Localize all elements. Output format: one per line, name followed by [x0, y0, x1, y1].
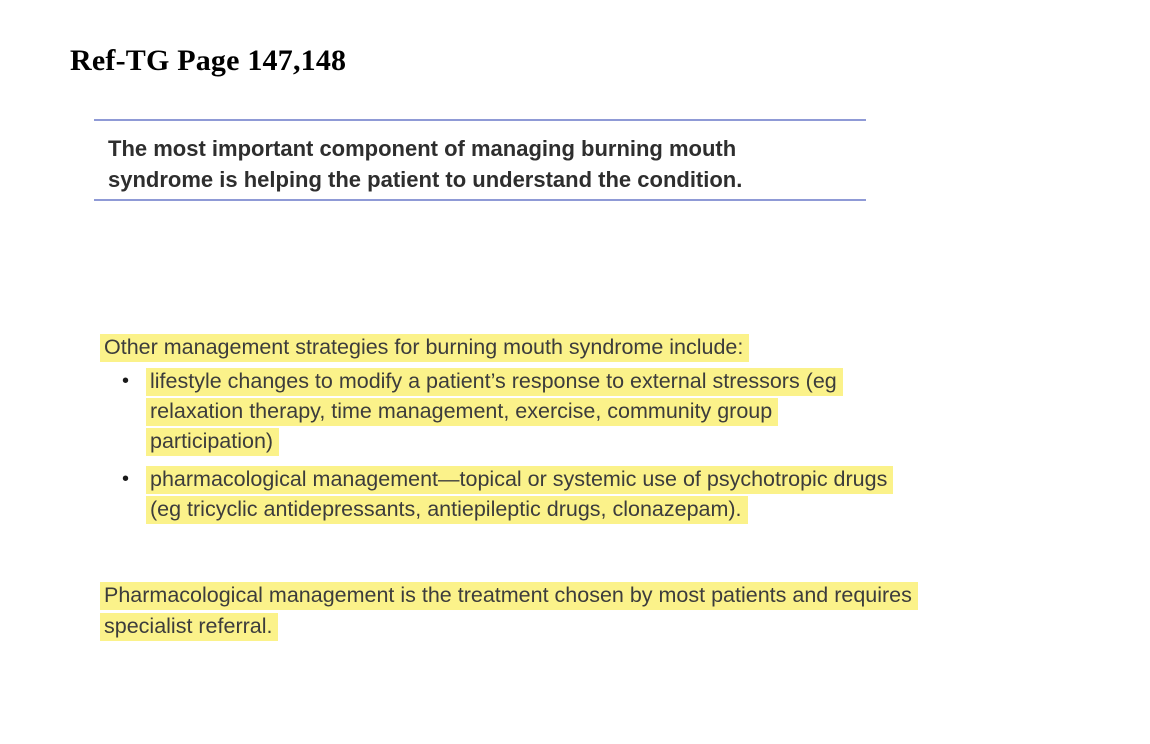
- list-item: [120, 464, 900, 524]
- list-item-text: lifestyle changes to modify a patient’s response to external stressors (eg relaxation therapy, time management, exercise, community group participation): [146, 368, 843, 456]
- callout-top-rule: [94, 119, 866, 121]
- callout-text: The most important component of managing burning mouth syndrome is helping the patient to understand the condition.: [108, 136, 743, 192]
- closing-statement-text: Pharmacological management is the treatment chosen by most patients and requires specialist referral.: [100, 582, 918, 641]
- list-item-text: pharmacological management—topical or systemic use of psychotropic drugs (eg tricyclic antidepressants, antiepileptic drugs, clonazepam).: [146, 466, 893, 524]
- callout-bottom-rule: [94, 199, 866, 201]
- management-intro-text: Other management strategies for burning mouth syndrome include:: [100, 334, 749, 362]
- closing-statement: [100, 580, 920, 642]
- reference-title: Ref-TG Page 147,148: [70, 44, 347, 77]
- management-strategy-list: [120, 366, 900, 532]
- bullet-icon: •: [122, 468, 130, 490]
- management-intro: [100, 332, 749, 362]
- list-item: [120, 366, 900, 456]
- key-point-callout: [94, 119, 866, 201]
- bullet-icon: •: [122, 370, 130, 392]
